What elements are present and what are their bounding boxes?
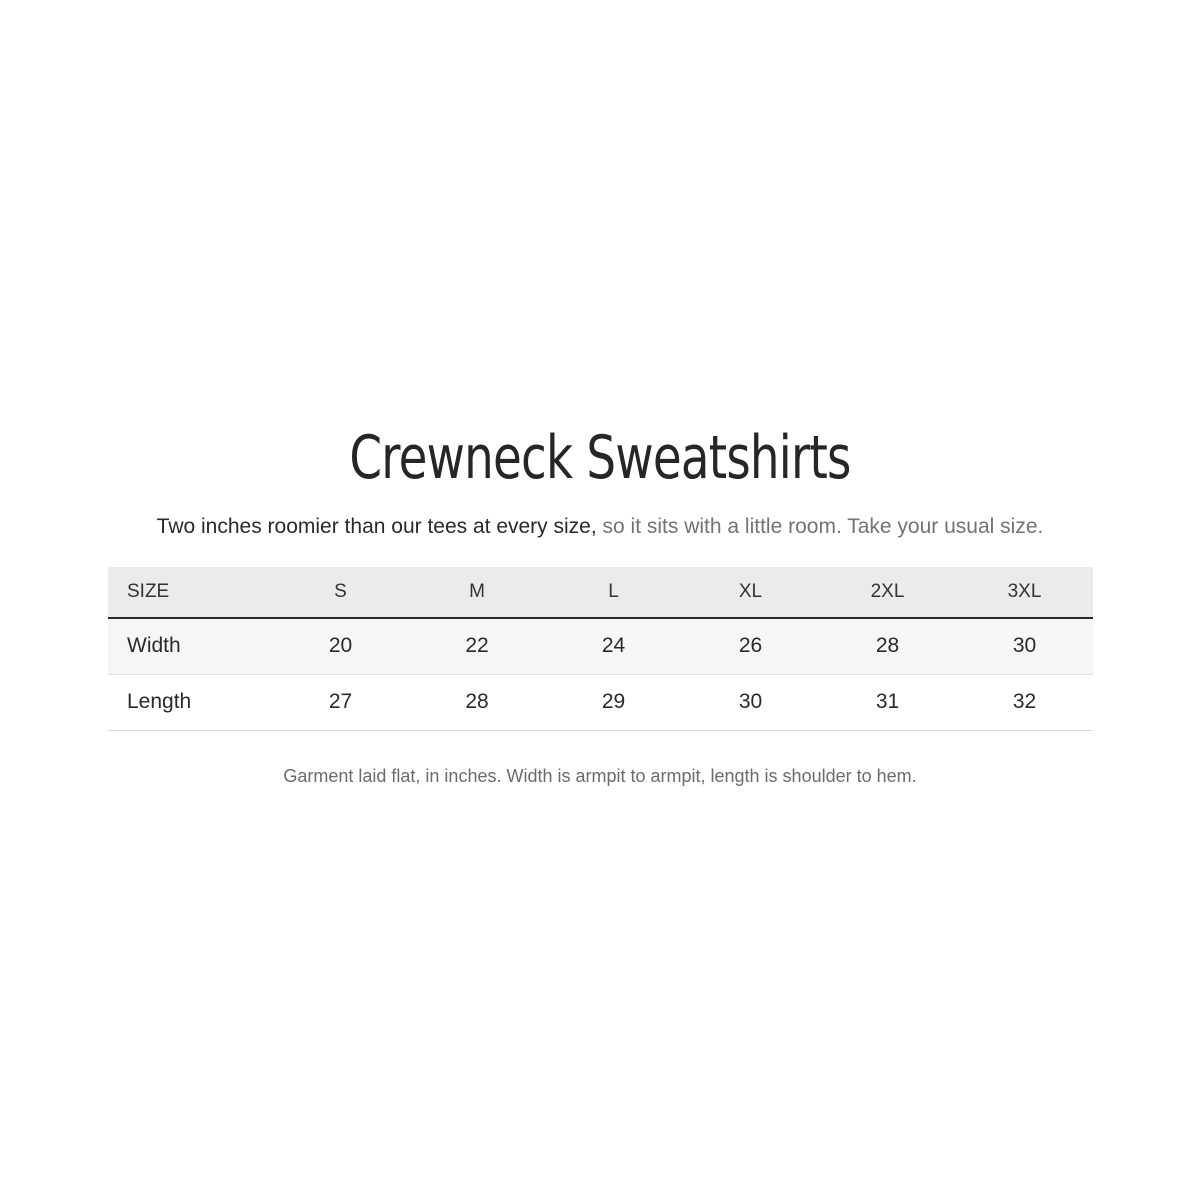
table-cell: 24 xyxy=(545,618,682,674)
header-cell-3xl: 3XL xyxy=(956,567,1093,618)
table-cell: 30 xyxy=(956,618,1093,674)
header-cell-m: M xyxy=(409,567,545,618)
header-cell-xl: XL xyxy=(682,567,819,618)
page-subtitle xyxy=(0,512,1200,542)
table-cell: 20 xyxy=(272,618,409,674)
measurement-footnote: Garment laid flat, in inches. Width is armpit to armpit, length is shoulder to hem. xyxy=(283,766,917,786)
header-cell-s: S xyxy=(272,567,409,618)
row-label: Width xyxy=(108,618,272,674)
table-cell: 30 xyxy=(682,674,819,730)
header-cell-2xl: 2XL xyxy=(819,567,956,618)
table-cell: 28 xyxy=(819,618,956,674)
table-cell: 26 xyxy=(682,618,819,674)
table-cell: 32 xyxy=(956,674,1093,730)
header-cell-size: SIZE xyxy=(108,567,272,618)
subtitle-rest: so it sits with a little room. Take your usual size. xyxy=(602,515,1044,538)
page-title: Crewneck Sweatshirts xyxy=(349,423,851,493)
table-cell: 22 xyxy=(409,618,545,674)
table-cell: 27 xyxy=(272,674,409,730)
row-label: Length xyxy=(108,674,272,730)
subtitle-lead: Two inches roomier than our tees at every size, xyxy=(156,515,597,538)
size-table xyxy=(108,567,1093,731)
table-cell: 31 xyxy=(819,674,956,730)
table-row-length xyxy=(108,674,1093,730)
table-header-row xyxy=(108,567,1093,618)
header-cell-l: L xyxy=(545,567,682,618)
table-cell: 28 xyxy=(409,674,545,730)
table-row-width xyxy=(108,618,1093,674)
table-cell: 29 xyxy=(545,674,682,730)
